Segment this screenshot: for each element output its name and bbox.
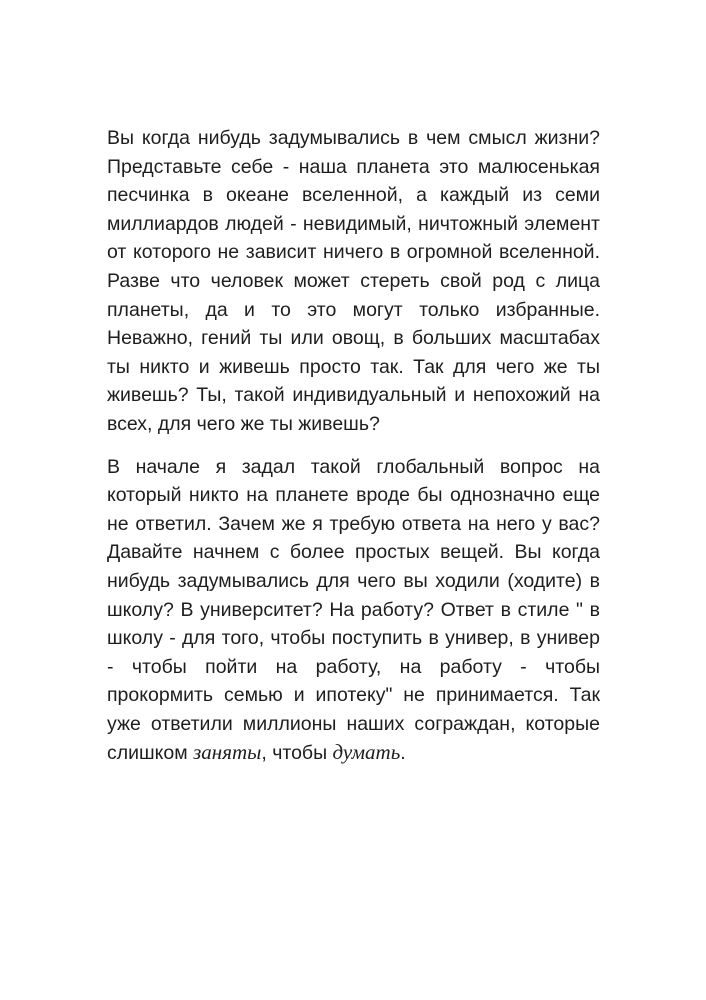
- paragraph-2-text: В начале я задал такой глобальный вопрос на который никто на планете вроде бы однозначно еще не ответил. Зачем же я требую ответа на него у вас? Давайте начнем с более простых вещей. Вы когда нибудь задумывались для чего вы ходили (ходите) в школу? В университет? На работу? Ответ в стиле " в школу - для того, чтобы поступить в универ, в универ - чтобы пойти на работу, на работу - чтобы прокормить семью и ипотеку" не принимается. Так уже ответили миллионы наших сограждан, которые слишком: [107, 455, 600, 765]
- emphasis-busy: заняты: [193, 740, 262, 765]
- paragraph-2-middle: , чтобы: [261, 742, 333, 765]
- paragraph-2: [107, 453, 600, 769]
- paragraph-1: Вы когда нибудь задумывались в чем смысл жизни? Представьте себе - наша планета это малюсенькая песчинка в океане вселенной, а каждый из семи миллиардов людей - невидимый, ничтожный элемент от которого не зависит ничего в огромной вселенной. Разве что человек может стереть свой род с лица планеты, да и то это могут только избранные. Неважно, гений ты или овощ, в больших масштабах ты никто и живешь просто так. Так для чего же ты живешь? Ты, такой индивидуальный и непохожий на всех, для чего же ты живешь?: [107, 127, 600, 435]
- emphasis-think: думать: [332, 740, 401, 765]
- paragraph-2-end: .: [400, 742, 406, 765]
- document-page: [107, 124, 600, 768]
